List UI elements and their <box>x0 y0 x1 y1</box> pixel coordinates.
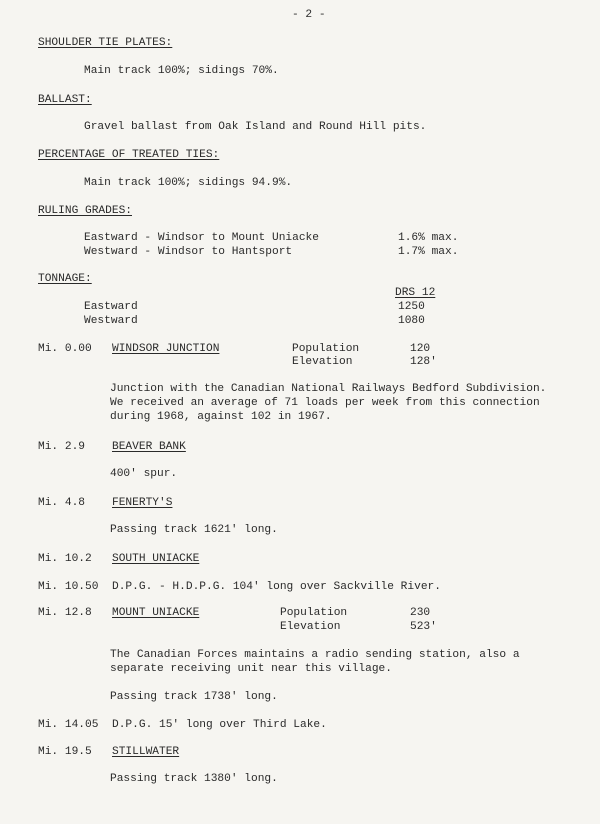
heading-ruling-grades: RULING GRADES: <box>38 205 132 217</box>
ruling-grade-label: Westward - Windsor to Hantsport <box>84 246 293 258</box>
bridge-entry: D.P.G. 15' long over Third Lake. <box>112 719 327 731</box>
bridge-entry: D.P.G. - H.D.P.G. 104' long over Sackville River. <box>112 581 441 593</box>
station-name: MOUNT UNIACKE <box>112 607 200 619</box>
station-note: Junction with the Canadian National Railways Bedford Subdivision. We received an average of 71 loads per week from this connection during 1968, against 102 in 1967. <box>110 383 547 423</box>
station-name: STILLWATER <box>112 746 180 758</box>
ruling-grade-value: 1.7% max. <box>398 246 459 258</box>
shoulder-tie-plates-text: Main track 100%; sidings 70%. <box>84 65 279 77</box>
station-note: Passing track 1621' long. <box>110 524 278 536</box>
mileage: Mi. 14.05 <box>38 719 99 731</box>
elevation-label: Elevation <box>292 356 353 368</box>
population-label: Population <box>280 607 348 619</box>
heading-ballast: BALLAST: <box>38 94 92 106</box>
tonnage-label: Eastward <box>84 301 138 313</box>
station-name: FENERTY'S <box>112 497 173 509</box>
page-number: - 2 - <box>292 9 326 21</box>
station-note: The Canadian Forces maintains a radio sending station, also a separate receiving unit near this village. <box>110 649 520 675</box>
mileage: Mi. 19.5 <box>38 746 92 758</box>
mileage: Mi. 10.2 <box>38 553 92 565</box>
tonnage-value: 1080 <box>398 315 425 327</box>
station-note: Passing track 1380' long. <box>110 773 278 785</box>
population-label: Population <box>292 343 360 355</box>
elevation-label: Elevation <box>280 621 341 633</box>
station-note: 400' spur. <box>110 468 178 480</box>
population-value: 230 <box>410 607 431 619</box>
station-name: WINDSOR JUNCTION <box>112 343 220 355</box>
elevation-value: 523' <box>410 621 437 633</box>
heading-treated-ties: PERCENTAGE OF TREATED TIES: <box>38 149 220 161</box>
mileage: Mi. 10.50 <box>38 581 99 593</box>
tonnage-label: Westward <box>84 315 138 327</box>
treated-ties-text: Main track 100%; sidings 94.9%. <box>84 177 293 189</box>
ruling-grade-value: 1.6% max. <box>398 232 459 244</box>
tonnage-column-header: DRS 12 <box>395 287 436 299</box>
heading-tonnage: TONNAGE: <box>38 273 92 285</box>
ruling-grade-label: Eastward - Windsor to Mount Uniacke <box>84 232 319 244</box>
station-name: BEAVER BANK <box>112 441 186 453</box>
ballast-text: Gravel ballast from Oak Island and Round Hill pits. <box>84 121 427 133</box>
population-value: 120 <box>410 343 431 355</box>
heading-shoulder-tie-plates: SHOULDER TIE PLATES: <box>38 37 173 49</box>
mileage: Mi. 0.00 <box>38 343 92 355</box>
tonnage-value: 1250 <box>398 301 425 313</box>
elevation-value: 128' <box>410 356 437 368</box>
mileage: Mi. 2.9 <box>38 441 85 453</box>
station-name: SOUTH UNIACKE <box>112 553 200 565</box>
mileage: Mi. 4.8 <box>38 497 85 509</box>
mileage: Mi. 12.8 <box>38 607 92 619</box>
station-note: Passing track 1738' long. <box>110 691 278 703</box>
